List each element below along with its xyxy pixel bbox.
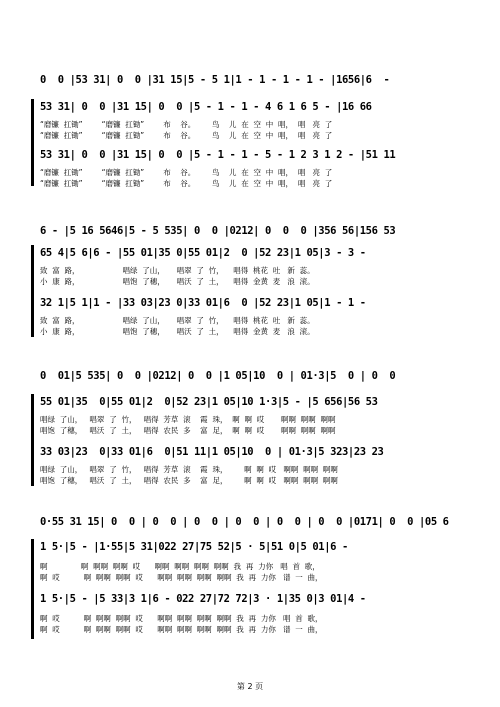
page-number: 第 2 页 [236,682,264,691]
music-line: 53 31| 0 0 |31 15| 0 0 |5 - 1 - 1 - 5 - 1 2 3 1 2 - |51 11 [40,149,396,161]
lyric-line: 啊 哎 啊 啊啊 啊啊 哎 啊啊 啊啊 啊啊 啊啊 我 再 力你 谱 一 曲， [40,573,323,582]
lyric-line: “磨镰 扛锄” “磨镰 扛锄” 布 谷。 鸟 儿 在 空 中 唱， 唱 亮 了 [40,131,333,140]
lyric-line: 唱绿 了山， 唱翠 了 竹， 唱得 芳草 滚 霞 珠， 啊 啊 哎 啊啊 啊啊 啊啊 [40,465,338,474]
staff-bracket [31,539,34,639]
music-line: 1 5·|5 - |5 33|3 1|6 - 022 27|72 72|3 · 1|35 0|3 01|4 - [40,593,366,605]
lyric-line: “磨镰 扛锄” “磨镰 扛锄” 布 谷。 鸟 儿 在 空 中 唱， 唱 亮 了 [40,168,333,177]
music-line: 53 31| 0 0 |31 15| 0 0 |5 - 1 - 1 - 4 6 1 6 5 - |16 66 [40,101,372,113]
lyric-line: 啊 哎 啊 啊啊 啊啊 哎 啊啊 啊啊 啊啊 啊啊 我 再 力你 谱 一 曲， [40,625,323,634]
lyric-line: 啊 哎 啊 啊啊 啊啊 哎 啊啊 啊啊 啊啊 啊啊 我 再 力你 唱 首 歌， [40,614,323,623]
lyric-line: 唱饱 了穗， 唱沃 了 土， 唱得 农民 多 富 足， 啊 啊 哎 啊啊 啊啊 啊啊 [40,426,336,435]
music-line: 6 - |5 16 5646|5 - 5 535| 0 0 |0212| 0 0 0 |356 56|156 53 [40,225,396,237]
music-line: 32 1|5 1|1 - |33 03|23 0|33 01|6 0 |52 23|1 05|1 - 1 - [40,297,366,309]
music-line: 65 4|5 6|6 - |55 01|35 0|55 01|2 0 |52 23|1 05|3 - 3 - [40,247,366,259]
lyric-line: “磨镰 扛锄” “磨镰 扛锄” 布 谷。 鸟 儿 在 空 中 唱， 唱 亮 了 [40,179,333,188]
staff-bracket [31,99,34,186]
lyric-line: 小 康 路， 唱饱 了穗， 唱沃 了 土， 唱得 金黄 麦 浪 滚。 [40,327,315,336]
music-line: 0 01|5 535| 0 0 |0212| 0 0 |1 05|10 0 | 01·3|5 0 | 0 0 [40,370,396,382]
music-line: 1 5·|5 - |1·55|5 31|022 27|75 52|5 · 5|51 0|5 01|6 - [40,541,348,553]
lyric-line: 唱饱 了穗， 唱沃 了 土， 唱得 农民 多 富 足， 啊 啊 哎 啊啊 啊啊 啊啊 [40,476,338,485]
music-line: 0·55 31 15| 0 0 | 0 0 | 0 0 | 0 0 | 0 0 | 0 0 |0171| 0 0 |05 6 [40,516,449,528]
staff-bracket [31,394,34,486]
lyric-line: 唱绿 了山， 唱翠 了 竹， 唱得 芳草 滚 霞 珠， 啊 啊 哎 啊啊 啊啊 啊啊 [40,415,336,424]
lyric-line: 致 富 路， 唱绿 了山， 唱翠 了 竹， 唱得 桃花 吐 新 蕊。 [40,266,315,275]
lyric-line: 致 富 路， 唱绿 了山， 唱翠 了 竹， 唱得 桃花 吐 新 蕊。 [40,316,315,325]
music-line: 55 01|35 0|55 01|2 0|52 23|1 05|10 1·3|5 - |5 656|56 53 [40,396,378,408]
music-line: 33 03|23 0|33 01|6 0|51 11|1 05|10 0 | 01·3|5 323|23 23 [40,446,384,458]
staff-bracket [31,245,34,337]
lyric-line: “磨镰 扛锄” “磨镰 扛锄” 布 谷。 鸟 儿 在 空 中 唱， 唱 亮 了 [40,120,333,129]
music-line: 0 0 |53 31| 0 0 |31 15|5 - 5 1|1 - 1 - 1 - 1 - |1656|6 - [40,74,390,86]
lyric-line: 小 康 路， 唱饱 了穗， 唱沃 了 土， 唱得 金黄 麦 浪 滚。 [40,277,315,286]
lyric-line: 啊 啊 啊啊 啊啊 哎 啊啊 啊啊 啊啊 啊啊 我 再 力你 唱 首 歌， [40,562,320,571]
